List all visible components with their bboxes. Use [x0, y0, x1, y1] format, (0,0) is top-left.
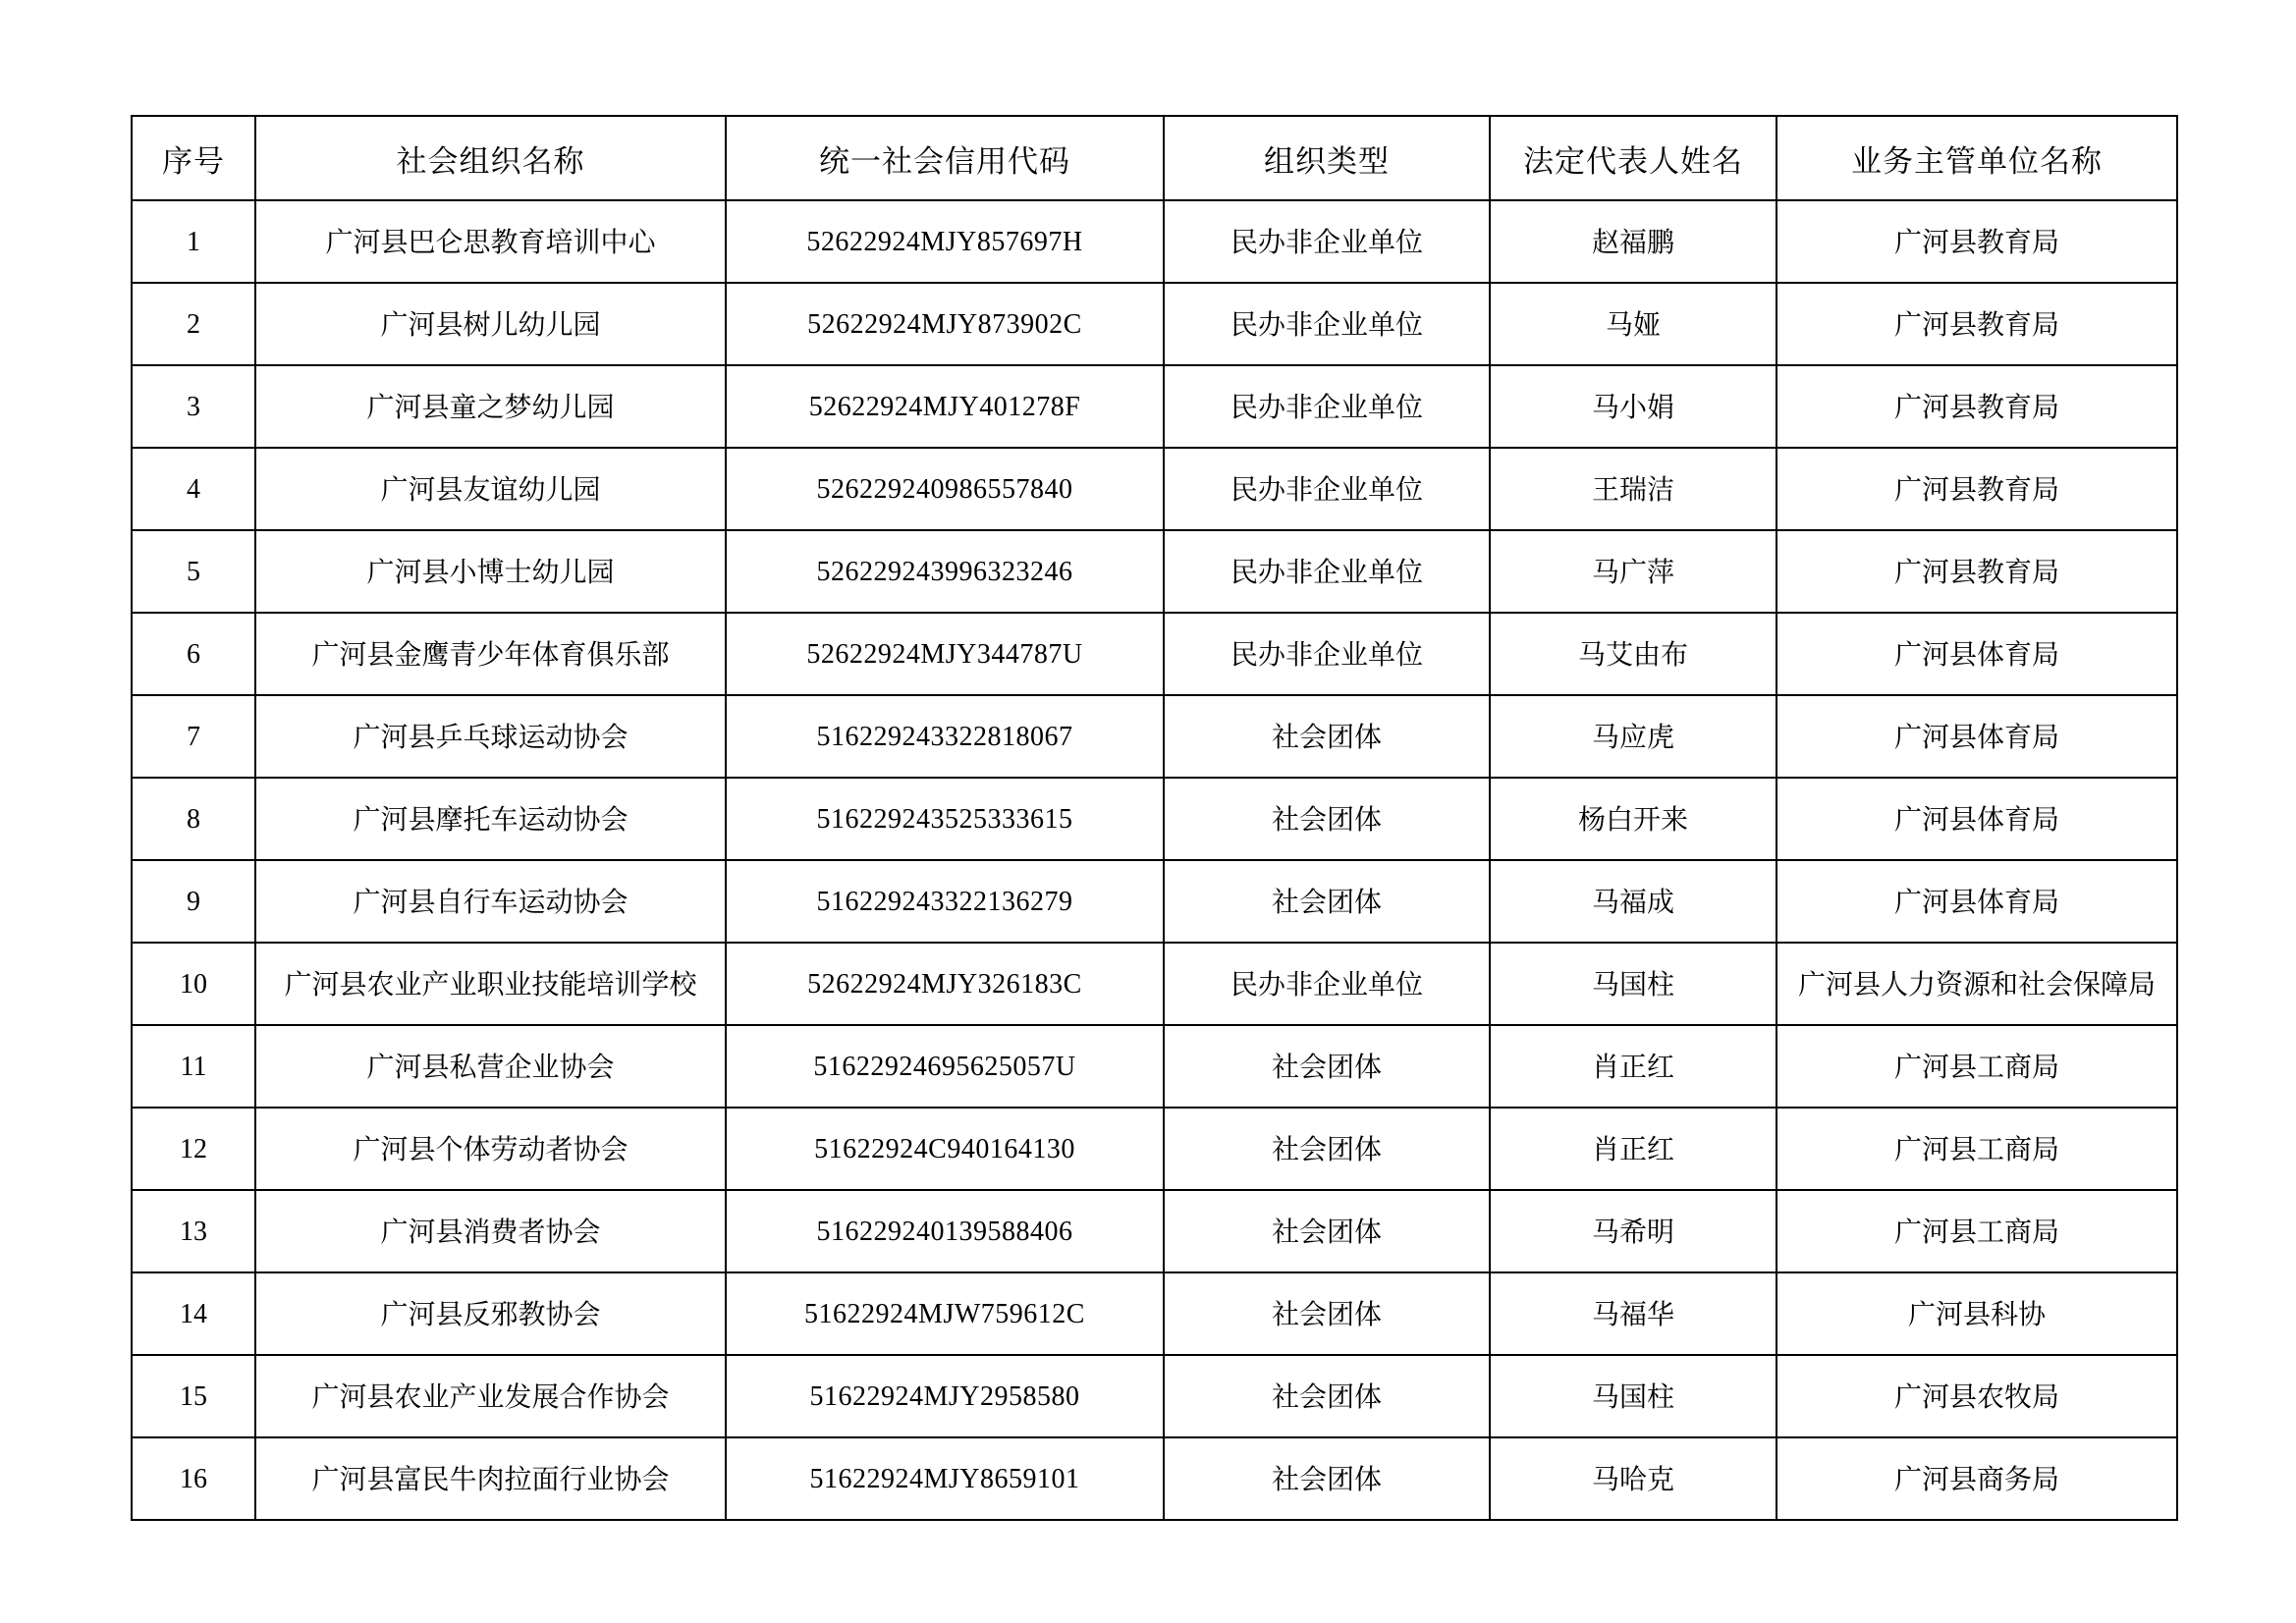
cell-index: 10	[132, 943, 255, 1025]
cell-index: 14	[132, 1272, 255, 1355]
cell-index: 13	[132, 1190, 255, 1272]
cell-representative: 马国柱	[1490, 1355, 1777, 1437]
cell-representative: 王瑞洁	[1490, 448, 1777, 530]
cell-credit-code: 52622924MJY344787U	[726, 613, 1164, 695]
table-row	[132, 613, 2177, 695]
cell-supervisor: 广河县教育局	[1777, 448, 2177, 530]
cell-org-type: 社会团体	[1164, 1108, 1490, 1190]
cell-org-type: 民办非企业单位	[1164, 283, 1490, 365]
table-row	[132, 778, 2177, 860]
cell-representative: 马艾由布	[1490, 613, 1777, 695]
cell-credit-code: 52622924MJY857697H	[726, 200, 1164, 283]
cell-org-name: 广河县自行车运动协会	[255, 860, 726, 943]
cell-org-name: 广河县农业产业发展合作协会	[255, 1355, 726, 1437]
cell-org-name: 广河县金鹰青少年体育俱乐部	[255, 613, 726, 695]
cell-supervisor: 广河县教育局	[1777, 283, 2177, 365]
cell-org-name: 广河县富民牛肉拉面行业协会	[255, 1437, 726, 1520]
cell-credit-code: 516229243322136279	[726, 860, 1164, 943]
cell-supervisor: 广河县教育局	[1777, 200, 2177, 283]
cell-supervisor: 广河县工商局	[1777, 1025, 2177, 1108]
cell-org-name: 广河县树儿幼儿园	[255, 283, 726, 365]
table-row	[132, 1025, 2177, 1108]
cell-org-type: 社会团体	[1164, 695, 1490, 778]
table-row	[132, 448, 2177, 530]
cell-credit-code: 516229240139588406	[726, 1190, 1164, 1272]
cell-index: 3	[132, 365, 255, 448]
cell-index: 8	[132, 778, 255, 860]
cell-representative: 马小娟	[1490, 365, 1777, 448]
cell-org-name: 广河县乒乓球运动协会	[255, 695, 726, 778]
cell-index: 5	[132, 530, 255, 613]
cell-supervisor: 广河县工商局	[1777, 1108, 2177, 1190]
cell-index: 6	[132, 613, 255, 695]
cell-supervisor: 广河县人力资源和社会保障局	[1777, 943, 2177, 1025]
cell-representative: 杨白开来	[1490, 778, 1777, 860]
header-index: 序号	[132, 116, 255, 200]
cell-supervisor: 广河县科协	[1777, 1272, 2177, 1355]
cell-credit-code: 51622924MJY2958580	[726, 1355, 1164, 1437]
cell-representative: 马娅	[1490, 283, 1777, 365]
table-header-row	[132, 116, 2177, 200]
cell-org-type: 社会团体	[1164, 1190, 1490, 1272]
table-row	[132, 283, 2177, 365]
cell-representative: 马哈克	[1490, 1437, 1777, 1520]
header-representative: 法定代表人姓名	[1490, 116, 1777, 200]
cell-supervisor: 广河县体育局	[1777, 860, 2177, 943]
cell-org-type: 社会团体	[1164, 1355, 1490, 1437]
cell-supervisor: 广河县体育局	[1777, 778, 2177, 860]
header-credit-code: 统一社会信用代码	[726, 116, 1164, 200]
cell-representative: 马国柱	[1490, 943, 1777, 1025]
table-row	[132, 943, 2177, 1025]
cell-credit-code: 526229243996323246	[726, 530, 1164, 613]
header-supervisor: 业务主管单位名称	[1777, 116, 2177, 200]
table-row	[132, 1437, 2177, 1520]
cell-supervisor: 广河县农牧局	[1777, 1355, 2177, 1437]
table-row	[132, 1190, 2177, 1272]
cell-representative: 赵福鹏	[1490, 200, 1777, 283]
table-row	[132, 1108, 2177, 1190]
cell-index: 1	[132, 200, 255, 283]
cell-index: 2	[132, 283, 255, 365]
registry-sheet	[131, 115, 2178, 1521]
table-row	[132, 1355, 2177, 1437]
cell-index: 7	[132, 695, 255, 778]
cell-supervisor: 广河县工商局	[1777, 1190, 2177, 1272]
table-row	[132, 530, 2177, 613]
cell-org-type: 民办非企业单位	[1164, 613, 1490, 695]
cell-representative: 肖正红	[1490, 1025, 1777, 1108]
table-row	[132, 200, 2177, 283]
cell-org-type: 社会团体	[1164, 1437, 1490, 1520]
cell-credit-code: 51622924MJY8659101	[726, 1437, 1164, 1520]
cell-index: 11	[132, 1025, 255, 1108]
cell-org-type: 民办非企业单位	[1164, 530, 1490, 613]
cell-org-name: 广河县反邪教协会	[255, 1272, 726, 1355]
cell-supervisor: 广河县教育局	[1777, 530, 2177, 613]
cell-representative: 马福成	[1490, 860, 1777, 943]
cell-supervisor: 广河县体育局	[1777, 613, 2177, 695]
cell-index: 12	[132, 1108, 255, 1190]
cell-credit-code: 51622924MJW759612C	[726, 1272, 1164, 1355]
cell-index: 4	[132, 448, 255, 530]
cell-org-type: 民办非企业单位	[1164, 200, 1490, 283]
cell-org-name: 广河县私营企业协会	[255, 1025, 726, 1108]
cell-org-name: 广河县巴仑思教育培训中心	[255, 200, 726, 283]
cell-supervisor: 广河县教育局	[1777, 365, 2177, 448]
cell-org-name: 广河县友谊幼儿园	[255, 448, 726, 530]
cell-org-type: 社会团体	[1164, 1272, 1490, 1355]
cell-index: 9	[132, 860, 255, 943]
cell-representative: 马福华	[1490, 1272, 1777, 1355]
cell-index: 16	[132, 1437, 255, 1520]
cell-representative: 马广萍	[1490, 530, 1777, 613]
cell-org-type: 民办非企业单位	[1164, 365, 1490, 448]
cell-credit-code: 526229240986557840	[726, 448, 1164, 530]
cell-org-type: 民办非企业单位	[1164, 448, 1490, 530]
cell-org-name: 广河县童之梦幼儿园	[255, 365, 726, 448]
cell-org-type: 民办非企业单位	[1164, 943, 1490, 1025]
cell-org-type: 社会团体	[1164, 860, 1490, 943]
header-org-type: 组织类型	[1164, 116, 1490, 200]
cell-credit-code: 52622924MJY401278F	[726, 365, 1164, 448]
cell-credit-code: 516229243322818067	[726, 695, 1164, 778]
cell-org-name: 广河县消费者协会	[255, 1190, 726, 1272]
cell-credit-code: 51622924695625057U	[726, 1025, 1164, 1108]
cell-representative: 马希明	[1490, 1190, 1777, 1272]
cell-org-name: 广河县个体劳动者协会	[255, 1108, 726, 1190]
cell-credit-code: 51622924C940164130	[726, 1108, 1164, 1190]
social-organization-table	[131, 115, 2178, 1521]
cell-org-name: 广河县摩托车运动协会	[255, 778, 726, 860]
table-row	[132, 1272, 2177, 1355]
cell-org-name: 广河县农业产业职业技能培训学校	[255, 943, 726, 1025]
cell-org-type: 社会团体	[1164, 1025, 1490, 1108]
cell-representative: 肖正红	[1490, 1108, 1777, 1190]
cell-credit-code: 516229243525333615	[726, 778, 1164, 860]
cell-supervisor: 广河县商务局	[1777, 1437, 2177, 1520]
cell-credit-code: 52622924MJY326183C	[726, 943, 1164, 1025]
header-org-name: 社会组织名称	[255, 116, 726, 200]
table-row	[132, 365, 2177, 448]
cell-supervisor: 广河县体育局	[1777, 695, 2177, 778]
table-row	[132, 860, 2177, 943]
cell-org-type: 社会团体	[1164, 778, 1490, 860]
cell-org-name: 广河县小博士幼儿园	[255, 530, 726, 613]
cell-representative: 马应虎	[1490, 695, 1777, 778]
cell-credit-code: 52622924MJY873902C	[726, 283, 1164, 365]
cell-index: 15	[132, 1355, 255, 1437]
table-row	[132, 695, 2177, 778]
